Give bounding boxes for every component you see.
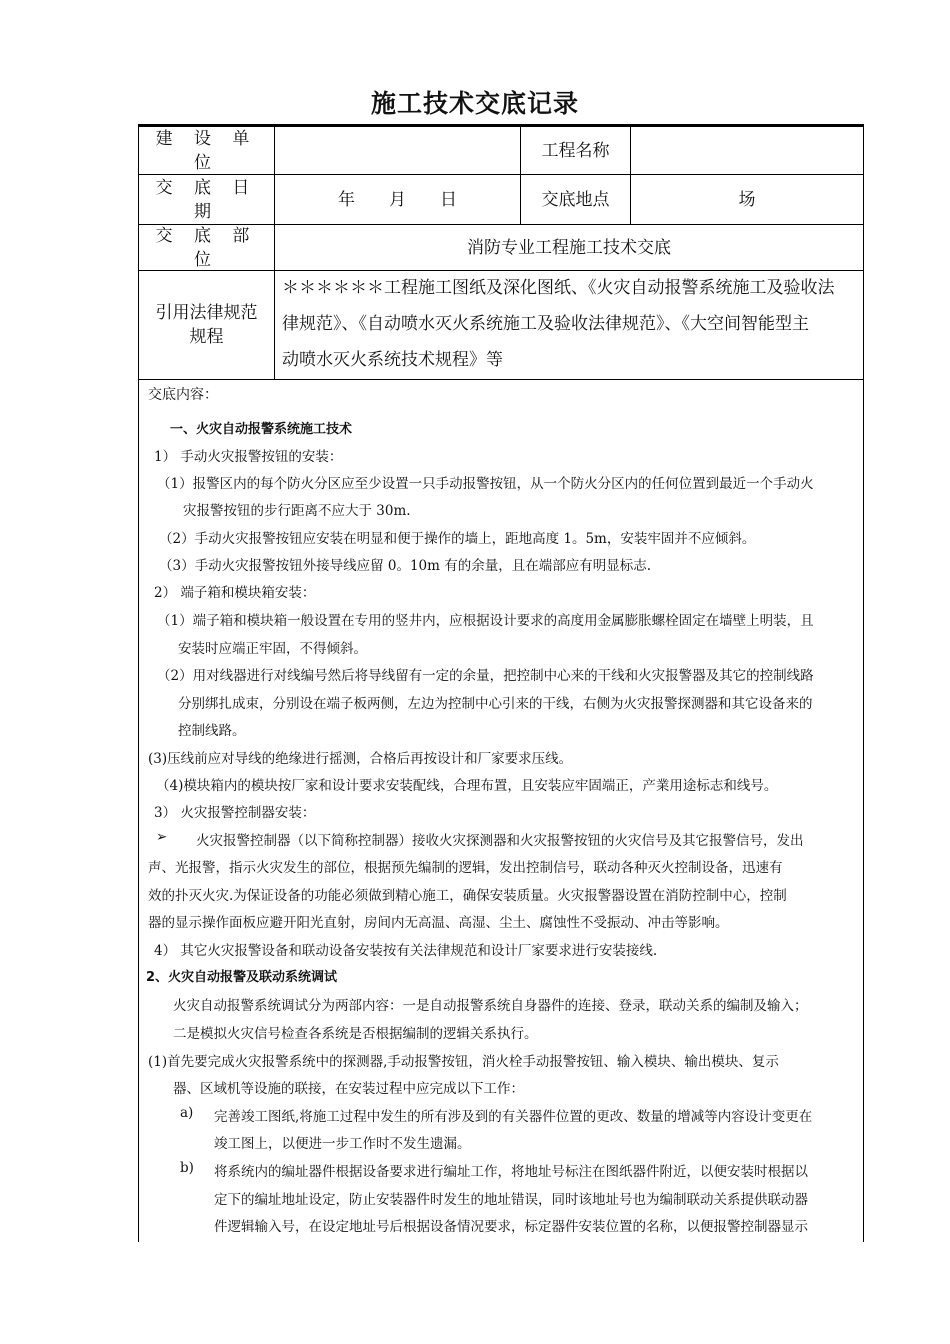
content-line: 2） 端子箱和模块箱安装： — [154, 585, 316, 601]
date-label: 交 底 日 期 — [155, 177, 258, 222]
content-line: 火灾自动报警系统调试分为两部内容：一是自动报警系统自身器件的连接、登录，联动关系的编制及输入； — [173, 998, 808, 1014]
content-line: (3)压线前应对导线的绝缘进行摇测，合格后再按设计和厂家要求压线。 — [148, 751, 573, 767]
project-name-value[interactable] — [631, 127, 863, 174]
table-rule — [138, 379, 864, 380]
reference-line: 律规范》、《自动喷水灭火系统施工及验收法律规范》、《大空间智能型主 — [282, 314, 809, 334]
content-line: （2）用对线器进行对线编号然后将导线留有一定的余量，把控制中心来的干线和火灾报警器及其它的控制线路 — [157, 668, 814, 684]
content-line: 器的显示操作面板应避开阳光直射，房间内无高温、高湿、尘土、腐蚀性不受振动、冲击等影响。 — [148, 915, 729, 931]
reference-label-line: 规程 — [189, 327, 224, 347]
bullet-icon: ➢ — [156, 829, 168, 845]
content-line: 竣工图上，以便进一步工作时不发生遗漏。 — [214, 1136, 471, 1152]
list-marker: a) — [180, 1105, 194, 1121]
reference-label-line: 引用法律规范 — [155, 303, 258, 323]
content-line: 4） 其它火灾报警设备和联动设备安装按有关法律规范和设计厂家要求进行安装接线. — [154, 943, 658, 959]
content-line: 安装时应端正牢固，不得倾斜。 — [178, 641, 367, 657]
content-line: 声、光报警，指示火灾发生的部位，根据预先编制的逻辑，发出控制信号，联动各种灭火控制设备，迅速有 — [148, 860, 783, 876]
content-line: 定下的编址地址设定，防止安装器件时发生的地址错误，同时该地址号也为编制联动关系提供联动器 — [214, 1192, 808, 1208]
content-intro: 交底内容： — [148, 387, 218, 403]
place-label: 交底地点 — [541, 189, 610, 210]
place-value[interactable]: 场 — [738, 189, 756, 210]
content-line: 控制线路。 — [178, 723, 246, 739]
content-line: 分别绑扎成束，分别设在端子板两侧，左边为控制中心引来的干线，右侧为火灾报警探测器和其它设备来的 — [178, 696, 813, 712]
content-line: 将系统内的编址器件根据设备要求进行编址工作，将地址号标注在图纸器件附近，以便安装时根据以 — [214, 1164, 808, 1180]
content-line: 二是模拟火灾信号检查各系统是否根据编制的逻辑关系执行。 — [173, 1026, 538, 1042]
reference-line: ＊＊＊＊＊＊工程施工图纸及深化图纸、《火灾自动报警系统施工及验收法 — [282, 278, 835, 298]
content-line: 1） 手动火灾报警按钮的安装： — [154, 449, 343, 465]
unit-value[interactable] — [275, 127, 520, 174]
unit-label: 建 设 单 位 — [155, 128, 258, 173]
content-line: 完善竣工图纸,将施工过程中发生的所有涉及到的有关器件位置的更改、数量的增减等内容设计变更在 — [214, 1109, 813, 1125]
date-value[interactable]: 年 月 日 — [338, 189, 457, 210]
content-line: 效的扑灭火灾.为保证设备的功能必须做到精心施工，确保安装质量。火灾报警器设置在消防控制中心，控制 — [148, 888, 787, 904]
part-value: 消防专业工程施工技术交底 — [467, 237, 671, 258]
content-line: 火灾报警控制器（以下简称控制器）接收火灾探测器和火灾报警按钮的火灾信号及其它报警信号，发出 — [196, 833, 804, 849]
content-line: 器、区域机等设施的联接，在安装过程中应完成以下工作： — [173, 1081, 524, 1097]
list-marker: b) — [180, 1160, 194, 1176]
content-line: （4)模块箱内的模块按厂家和设计要求安装配线，合理布置，且安装应牢固端正，产業用途标志和线号。 — [156, 778, 778, 794]
reference-line: 动喷水灭火系统技术规程》等 — [282, 350, 503, 370]
part-label: 交 底 部 位 — [155, 225, 258, 270]
content-line: （1）端子箱和模块箱一般设置在专用的竖井内，应根据设计要求的高度用金属膨胀螺栓固定在墙壁上明装，且 — [157, 613, 814, 629]
content-line: 3） 火灾报警控制器安装： — [154, 805, 316, 821]
content-line: 件逻辑输入号，在设定地址号后根据设备情况要求，标定器件安装位置的名称，以便报警控制器显示 — [214, 1219, 808, 1235]
section-heading: 2、火灾自动报警及联动系统调试 — [146, 970, 338, 985]
section-heading: 一、火灾自动报警系统施工技术 — [170, 422, 353, 437]
reference-label — [139, 271, 274, 379]
project-name-label: 工程名称 — [541, 140, 610, 161]
document-title: 施工技术交底记录 — [370, 89, 579, 118]
content-line: （3）手动火灾报警按钮外接导线应留 0。10m 有的余量，且在端部应有明显标志. — [159, 558, 652, 574]
content-line: （1）报警区内的每个防火分区应至少设置一只手动报警按钮，从一个防火分区内的任何位置到最近一个手动火 — [157, 476, 814, 492]
reference-text — [282, 270, 858, 378]
content-line: （2）手动火灾报警按钮应安装在明显和便于操作的墙上，距地高度 1。5m，安装牢固并不应倾斜。 — [159, 531, 756, 547]
content-line: (1)首先要完成火灾报警系统中的探测器,手动报警按钮，消火栓手动报警按钮、输入模块、输出模块、复示 — [148, 1054, 779, 1070]
content-line: 灾报警按钮的步行距离不应大于 30m. — [183, 503, 411, 519]
